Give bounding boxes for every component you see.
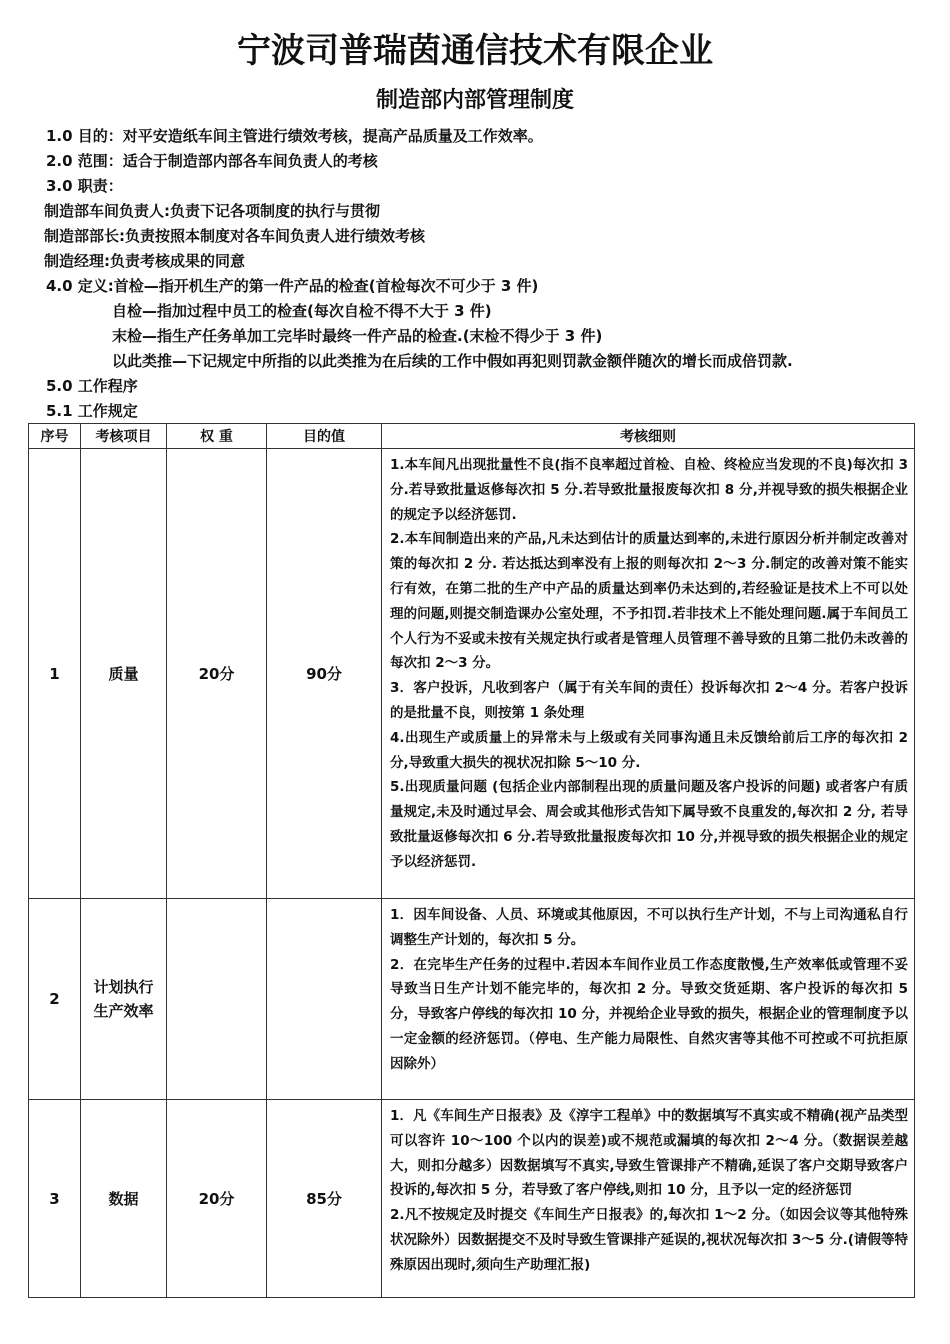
definition-escalation: 以此类推—下记规定中所指的以此类推为在后续的工作中假如再犯则罚款金额伴随次的增长而成倍罚款.: [112, 352, 793, 370]
table-row: [29, 1100, 915, 1298]
section-definitions: 4.0 定义:首检—指开机生产的第一件产品的检查(首检每次不可少于 3 件): [46, 277, 539, 295]
row-target: 85分: [267, 1100, 382, 1298]
duty-manufacturing-manager: 制造经理:负责考核成果的同意: [44, 252, 245, 270]
row-weight: 20分: [167, 449, 267, 899]
detail-clause: 1.本车间凡出现批量性不良(指不良率超过首检、自检、终检应当发现的不良)每次扣 3 分.若导致批量返修每次扣 5 分.若导致批量报废每次扣 8 分,并视导致的损失根据企业的规定予以经济惩罚.: [390, 457, 908, 523]
row-item-text: 计划执行生产效率: [93, 978, 154, 1020]
section-procedure: 5.0 工作程序: [46, 377, 138, 395]
section-purpose: 1.0 目的：对平安造纸车间主管进行绩效考核，提高产品质量及工作效率。: [46, 127, 543, 145]
row-target: [267, 899, 382, 1100]
row-number: 1: [29, 449, 81, 899]
row-details: [382, 1100, 915, 1298]
assessment-table: [28, 423, 915, 1298]
detail-clause: 2.本车间制造出来的产品,凡未达到估计的质量达到率的,未进行原因分析并制定改善对策的每次扣 2 分. 若达抵达到率没有上报的则每次扣 2～3 分.制定的改善对策不能实行有效，在第二批的生产中产品的质量达到率仍未达到的,若经验证是技术上不可以处理的问题,则提交制造课办公室处理，不予扣罚.若非技术上不能处理问题.属于车间员工个人行为不妥或未按有关规定执行或者是管理人员管理不善导致的且第二批仍未改善的每次扣 2～3 分。: [390, 531, 908, 672]
header-details: 考核细则: [382, 424, 915, 449]
header-no: 序号: [29, 424, 81, 449]
row-weight: [167, 899, 267, 1100]
detail-clause: 2.凡不按规定及时提交《车间生产日报表》的,每次扣 1～2 分。（如因会议等其他特殊状况除外）因数据提交不及时导致生管课排产延误的,视状况每次扣 3～5 分.(请假等特殊原因出现时,须向生产助理汇报): [390, 1207, 908, 1273]
detail-clause: 2．在完毕生产任务的过程中.若因本车间作业员工作态度散慢,生产效率低或管理不妥导致当日生产计划不能完毕的，每次扣 2 分。导致交货延期、客户投诉的每次扣 5 分，导致客户停线的每次扣 10 分，并视给企业导致的损失，根据企业的管理制度予以一定金额的经济惩罚。（停电、生产能力局限性、自然灾害等其他不可控或不可抗拒原因除外）: [390, 956, 908, 1072]
definition-final-check: 末检—指生产任务单加工完毕时最终一件产品的检查.(末检不得少于 3 件): [112, 327, 603, 345]
row-target: 90分: [267, 449, 382, 899]
duty-workshop-lead: 制造部车间负责人:负责下记各项制度的执行与贯彻: [44, 202, 381, 220]
detail-clause: 4.出现生产或质量上的异常未与上级或有关同事沟通且未反馈给前后工序的每次扣 2 分,导致重大损失的视状况扣除 5～10 分.: [390, 729, 908, 771]
header-weight: 权 重: [167, 424, 267, 449]
table-row: [29, 899, 915, 1100]
detail-clause: 5.出现质量问题 (包括企业内部制程出现的质量问题及客户投诉的问题) 或者客户有质量规定,未及时通过早会、周会或其他形式告知下属导致不良重发的,每次扣 2 分, 若导致批量返修每次扣 6 分.若导致批量报废每次扣 10 分,并视导致的损失根据企业的规定予以经济惩罚.: [390, 779, 908, 870]
row-number: 2: [29, 899, 81, 1100]
row-number: 3: [29, 1100, 81, 1298]
row-details: [382, 899, 915, 1100]
row-weight: 20分: [167, 1100, 267, 1298]
header-target: 目的值: [267, 424, 382, 449]
duty-department-head: 制造部部长:负责按照本制度对各车间负责人进行绩效考核: [44, 227, 426, 245]
row-item: [81, 899, 167, 1100]
section-work-rules: 5.1 工作规定: [46, 402, 138, 420]
row-item: 质量: [81, 449, 167, 899]
document-subtitle: 制造部内部管理制度: [375, 88, 574, 113]
company-title: 宁波司普瑞茵通信技术有限企业: [237, 31, 713, 71]
header-item: 考核项目: [81, 424, 167, 449]
detail-clause: 1．凡《车间生产日报表》及《淳宇工程单》中的数据填写不真实或不精确(视产品类型可以容许 10～100 个以内的误差)或不规范或漏填的每次扣 2～4 分。（数据误差越大，则扣分越多）因数据填写不真实,导致生管课排产不精确,延误了客户交期导致客户投诉的,每次扣 5 分，若导致了客户停线,则扣 10 分，且予以一定的经济惩罚: [390, 1108, 908, 1199]
table-row: [29, 449, 915, 899]
table-header-row: [29, 424, 915, 449]
section-duties: 3.0 职责：: [46, 177, 123, 195]
row-details: [382, 449, 915, 899]
detail-clause: 1．因车间设备、人员、环境或其他原因，不可以执行生产计划，不与上司沟通私自行调整生产计划的，每次扣 5 分。: [390, 907, 908, 948]
detail-clause: 3．客户投诉，凡收到客户（属于有关车间的责任）投诉每次扣 2～4 分。若客户投诉的是批量不良，则按第 1 条处理: [390, 680, 908, 721]
section-scope: 2.0 范围：适合于制造部内部各车间负责人的考核: [46, 152, 378, 170]
policy-sections: [46, 124, 926, 424]
row-item: 数据: [81, 1100, 167, 1298]
definition-self-check: 自检—指加过程中员工的检查(每次自检不得不大于 3 件): [112, 302, 492, 320]
